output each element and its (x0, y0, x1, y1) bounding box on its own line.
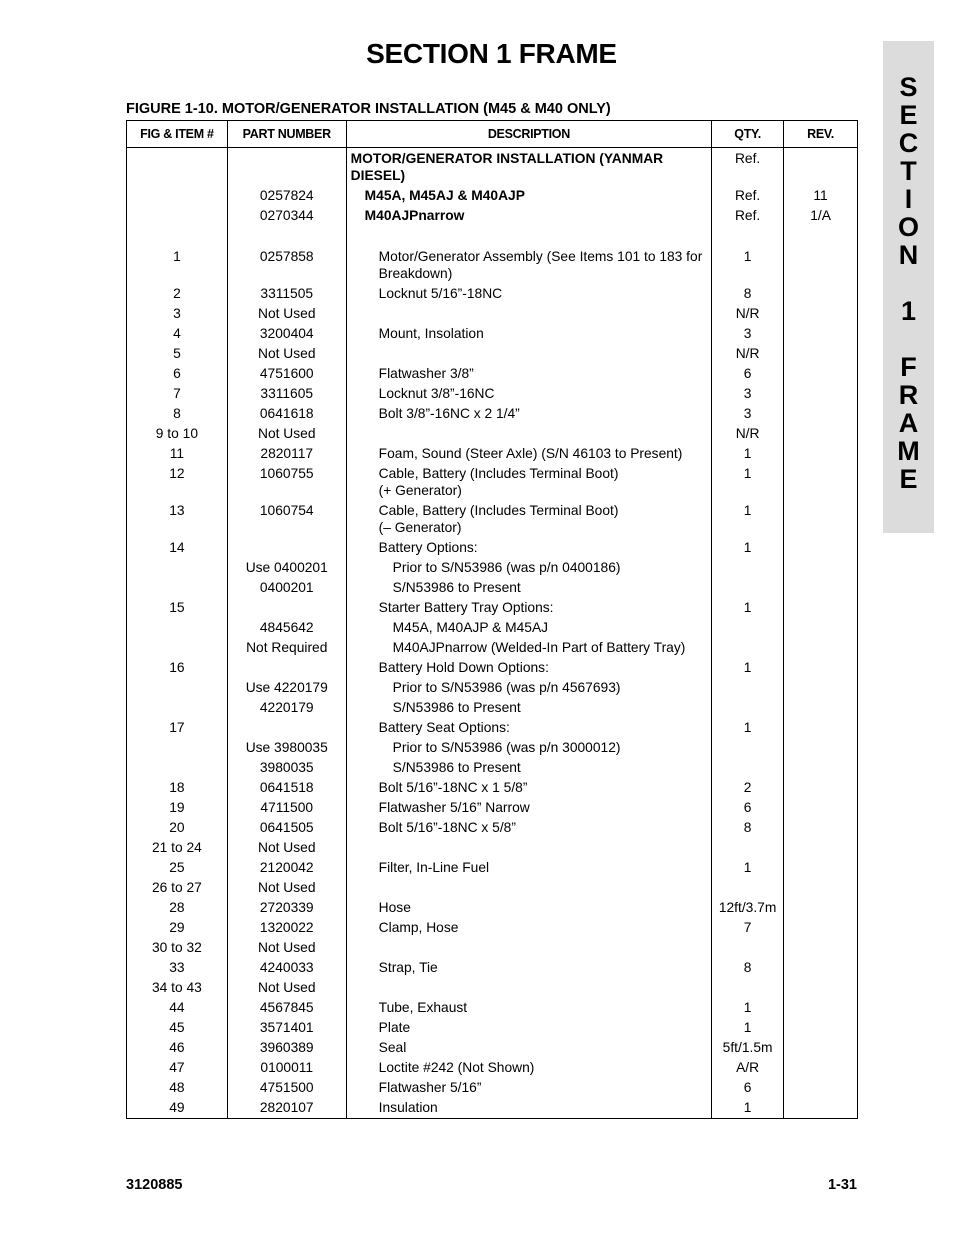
part-number-cell: Not Used (227, 978, 346, 998)
qty-cell: 6 (712, 364, 784, 384)
description-cell: S/N53986 to Present (346, 698, 711, 718)
table-row (127, 758, 858, 778)
rev-cell (784, 1018, 858, 1038)
header-qty: QTY. (712, 121, 784, 148)
qty-cell (712, 758, 784, 778)
fig-item-cell: 17 (127, 718, 228, 738)
part-number-cell: Not Used (227, 838, 346, 858)
qty-cell: 6 (712, 1078, 784, 1098)
description-cell: Locknut 3/8”-16NC (346, 384, 711, 404)
table-row (127, 206, 858, 226)
table-row (127, 838, 858, 858)
part-number-cell: 1320022 (227, 918, 346, 938)
table-row (127, 938, 858, 958)
description-cell: Battery Hold Down Options: (346, 658, 711, 678)
part-number-cell: 0641618 (227, 404, 346, 424)
fig-item-cell: 1 (127, 226, 228, 284)
fig-item-cell: 14 (127, 538, 228, 558)
fig-item-cell: 16 (127, 658, 228, 678)
description-cell: Cable, Battery (Includes Terminal Boot) (+ Generator) (346, 464, 711, 501)
table-row (127, 678, 858, 698)
table-row (127, 424, 858, 444)
rev-cell (784, 1038, 858, 1058)
description-cell: Flatwasher 5/16” (346, 1078, 711, 1098)
qty-cell: 3 (712, 384, 784, 404)
table-row (127, 186, 858, 206)
part-number-cell (227, 718, 346, 738)
rev-cell (784, 148, 858, 187)
qty-cell: 1 (712, 1098, 784, 1119)
part-number-cell: 3200404 (227, 324, 346, 344)
qty-cell: 1 (712, 858, 784, 878)
table-row (127, 778, 858, 798)
rev-cell (784, 538, 858, 558)
qty-cell: N/R (712, 344, 784, 364)
fig-item-cell: 34 to 43 (127, 978, 228, 998)
qty-cell: 3 (712, 404, 784, 424)
fig-item-cell: 25 (127, 858, 228, 878)
fig-item-cell: 15 (127, 598, 228, 618)
rev-cell (784, 758, 858, 778)
rev-cell (784, 444, 858, 464)
side-tab-letter (883, 325, 934, 353)
qty-cell (712, 738, 784, 758)
part-number-cell: Not Used (227, 304, 346, 324)
part-number-cell (227, 658, 346, 678)
section-side-tab (883, 41, 934, 533)
header-part-number: PART NUMBER (227, 121, 346, 148)
table-row (127, 1078, 858, 1098)
fig-item-cell: 26 to 27 (127, 878, 228, 898)
table-row (127, 384, 858, 404)
description-cell: Foam, Sound (Steer Axle) (S/N 46103 to Present) (346, 444, 711, 464)
fig-item-cell (127, 618, 228, 638)
fig-item-cell (127, 698, 228, 718)
table-row (127, 818, 858, 838)
part-number-cell: 2820107 (227, 1098, 346, 1119)
part-number-cell: 3311605 (227, 384, 346, 404)
part-number-cell (227, 148, 346, 187)
fig-item-cell: 29 (127, 918, 228, 938)
description-cell: Clamp, Hose (346, 918, 711, 938)
fig-item-cell: 47 (127, 1058, 228, 1078)
description-cell: Insulation (346, 1098, 711, 1119)
fig-item-cell (127, 678, 228, 698)
part-number-cell: Not Used (227, 424, 346, 444)
table-row (127, 364, 858, 384)
fig-item-cell: 7 (127, 384, 228, 404)
table-row (127, 738, 858, 758)
description-cell: Seal (346, 1038, 711, 1058)
part-number-cell: 1060754 (227, 501, 346, 538)
qty-cell: 1 (712, 444, 784, 464)
table-row (127, 978, 858, 998)
fig-item-cell: 44 (127, 998, 228, 1018)
table-row (127, 698, 858, 718)
table-row (127, 148, 858, 187)
part-number-cell: 0257824 (227, 186, 346, 206)
qty-cell (712, 638, 784, 658)
description-cell: Flatwasher 3/8” (346, 364, 711, 384)
fig-item-cell: 28 (127, 898, 228, 918)
part-number-cell (227, 598, 346, 618)
rev-cell (784, 938, 858, 958)
part-number-cell: 2120042 (227, 858, 346, 878)
part-number-cell: 0641518 (227, 778, 346, 798)
part-number-cell: Use 0400201 (227, 558, 346, 578)
table-row (127, 226, 858, 284)
rev-cell (784, 678, 858, 698)
qty-cell: 1 (712, 598, 784, 618)
description-cell: Mount, Insolation (346, 324, 711, 344)
rev-cell (784, 578, 858, 598)
part-number-cell: 4711500 (227, 798, 346, 818)
qty-cell: 1 (712, 226, 784, 284)
description-cell: Locknut 5/16”-18NC (346, 284, 711, 304)
part-number-cell: 4845642 (227, 618, 346, 638)
fig-item-cell: 3 (127, 304, 228, 324)
table-row (127, 1038, 858, 1058)
rev-cell (784, 364, 858, 384)
qty-cell: 8 (712, 818, 784, 838)
table-row (127, 304, 858, 324)
description-cell: Battery Seat Options: (346, 718, 711, 738)
qty-cell: 1 (712, 998, 784, 1018)
rev-cell (784, 226, 858, 284)
rev-cell (784, 818, 858, 838)
description-cell (346, 878, 711, 898)
qty-cell: 8 (712, 958, 784, 978)
qty-cell: A/R (712, 1058, 784, 1078)
side-tab-letters (883, 73, 934, 493)
rev-cell (784, 898, 858, 918)
rev-cell (784, 284, 858, 304)
table-row (127, 344, 858, 364)
part-number-cell: 1060755 (227, 464, 346, 501)
side-tab-letter (883, 269, 934, 297)
side-tab-letter: N (898, 240, 919, 270)
rev-cell (784, 464, 858, 501)
description-cell: Bolt 5/16”-18NC x 1 5/8” (346, 778, 711, 798)
description-cell: M45A, M45AJ & M40AJP (346, 186, 711, 206)
fig-item-cell: 5 (127, 344, 228, 364)
side-tab-letter: F (900, 352, 917, 382)
rev-cell: 11 (784, 186, 858, 206)
rev-cell (784, 304, 858, 324)
table-row (127, 324, 858, 344)
qty-cell (712, 678, 784, 698)
part-number-cell: 0100011 (227, 1058, 346, 1078)
part-number-cell: 0257858 (227, 226, 346, 284)
fig-item-cell: 12 (127, 464, 228, 501)
rev-cell (784, 978, 858, 998)
part-number-cell: 3311505 (227, 284, 346, 304)
rev-cell (784, 718, 858, 738)
table-row (127, 1058, 858, 1078)
rev-cell (784, 958, 858, 978)
table-row (127, 1098, 858, 1119)
rev-cell (784, 501, 858, 538)
description-cell: S/N53986 to Present (346, 758, 711, 778)
side-tab-letter: S (899, 72, 918, 102)
fig-item-cell: 46 (127, 1038, 228, 1058)
table-row (127, 558, 858, 578)
part-number-cell (227, 538, 346, 558)
fig-item-cell (127, 206, 228, 226)
part-number-cell: 2820117 (227, 444, 346, 464)
qty-cell: 3 (712, 324, 784, 344)
qty-cell (712, 558, 784, 578)
table-row (127, 538, 858, 558)
rev-cell (784, 998, 858, 1018)
fig-item-cell: 19 (127, 798, 228, 818)
part-number-cell: Not Used (227, 938, 346, 958)
qty-cell: N/R (712, 304, 784, 324)
side-tab-letter: I (904, 184, 913, 214)
description-cell: Bolt 5/16”-18NC x 5/8” (346, 818, 711, 838)
description-cell: Tube, Exhaust (346, 998, 711, 1018)
description-cell: M45A, M40AJP & M45AJ (346, 618, 711, 638)
description-cell: MOTOR/GENERATOR INSTALLATION (YANMAR DIESEL) (346, 148, 711, 187)
rev-cell (784, 1078, 858, 1098)
description-cell: Flatwasher 5/16” Narrow (346, 798, 711, 818)
table-row (127, 464, 858, 501)
document-number: 3120885 (126, 1177, 183, 1193)
table-row (127, 918, 858, 938)
table-row (127, 578, 858, 598)
part-number-cell: Not Required (227, 638, 346, 658)
qty-cell: 1 (712, 658, 784, 678)
table-row (127, 878, 858, 898)
part-number-cell: Not Used (227, 344, 346, 364)
header-fig-item: FIG & ITEM # (127, 121, 228, 148)
table-header-row (127, 121, 858, 148)
parts-table (126, 120, 858, 1119)
part-number-cell: Not Used (227, 878, 346, 898)
description-cell: Hose (346, 898, 711, 918)
part-number-cell: 4220179 (227, 698, 346, 718)
table-row (127, 898, 858, 918)
part-number-cell: Use 4220179 (227, 678, 346, 698)
qty-cell: Ref. (712, 186, 784, 206)
table-row (127, 638, 858, 658)
description-cell (346, 304, 711, 324)
table-row (127, 284, 858, 304)
rev-cell (784, 424, 858, 444)
fig-item-cell: 9 to 10 (127, 424, 228, 444)
qty-cell (712, 578, 784, 598)
description-cell: Loctite #242 (Not Shown) (346, 1058, 711, 1078)
table-row (127, 404, 858, 424)
table-row (127, 598, 858, 618)
side-tab-letter: 1 (900, 296, 917, 326)
fig-item-cell (127, 758, 228, 778)
part-number-cell: Use 3980035 (227, 738, 346, 758)
description-cell (346, 938, 711, 958)
description-cell (346, 344, 711, 364)
side-tab-letter: T (900, 156, 917, 186)
part-number-cell: 0270344 (227, 206, 346, 226)
fig-item-cell: 45 (127, 1018, 228, 1038)
rev-cell (784, 698, 858, 718)
description-cell: Filter, In-Line Fuel (346, 858, 711, 878)
table-row (127, 658, 858, 678)
fig-item-cell: 30 to 32 (127, 938, 228, 958)
fig-item-cell: 21 to 24 (127, 838, 228, 858)
rev-cell (784, 344, 858, 364)
qty-cell (712, 838, 784, 858)
qty-cell: Ref. (712, 148, 784, 187)
qty-cell: 12ft/3.7m (712, 898, 784, 918)
fig-item-cell: 18 (127, 778, 228, 798)
fig-item-cell: 33 (127, 958, 228, 978)
qty-cell (712, 878, 784, 898)
table-row (127, 958, 858, 978)
rev-cell (784, 838, 858, 858)
description-cell: M40AJPnarrow (Welded-In Part of Battery Tray) (346, 638, 711, 658)
table-row (127, 444, 858, 464)
qty-cell: 8 (712, 284, 784, 304)
table-row (127, 718, 858, 738)
rev-cell (784, 1098, 858, 1119)
header-rev: REV. (784, 121, 858, 148)
part-number-cell: 4240033 (227, 958, 346, 978)
rev-cell (784, 384, 858, 404)
fig-item-cell (127, 558, 228, 578)
rev-cell (784, 404, 858, 424)
rev-cell (784, 638, 858, 658)
description-cell: Motor/Generator Assembly (See Items 101 to 183 for Breakdown) (346, 226, 711, 284)
description-cell: Starter Battery Tray Options: (346, 598, 711, 618)
part-number-cell: 4751500 (227, 1078, 346, 1098)
qty-cell: 1 (712, 464, 784, 501)
qty-cell: Ref. (712, 206, 784, 226)
qty-cell: 2 (712, 778, 784, 798)
part-number-cell: 4567845 (227, 998, 346, 1018)
part-number-cell: 4751600 (227, 364, 346, 384)
side-tab-letter: E (899, 100, 918, 130)
side-tab-letter: A (898, 408, 919, 438)
side-tab-letter: R (898, 380, 919, 410)
part-number-cell: 3980035 (227, 758, 346, 778)
description-cell: Cable, Battery (Includes Terminal Boot) (– Generator) (346, 501, 711, 538)
rev-cell (784, 658, 858, 678)
fig-item-cell (127, 738, 228, 758)
description-cell: M40AJPnarrow (346, 206, 711, 226)
rev-cell (784, 324, 858, 344)
description-cell: Plate (346, 1018, 711, 1038)
page-number: 1-31 (827, 1177, 857, 1193)
qty-cell: 7 (712, 918, 784, 938)
part-number-cell: 3571401 (227, 1018, 346, 1038)
rev-cell (784, 1058, 858, 1078)
qty-cell (712, 698, 784, 718)
page-title: SECTION 1 FRAME (366, 38, 617, 69)
table-row (127, 998, 858, 1018)
side-tab-letter: O (897, 212, 919, 242)
qty-cell (712, 618, 784, 638)
part-number-cell: 0400201 (227, 578, 346, 598)
qty-cell: 1 (712, 718, 784, 738)
fig-item-cell: 11 (127, 444, 228, 464)
fig-item-cell: 6 (127, 364, 228, 384)
description-cell: Prior to S/N53986 (was p/n 4567693) (346, 678, 711, 698)
description-cell (346, 424, 711, 444)
qty-cell (712, 938, 784, 958)
fig-item-cell (127, 578, 228, 598)
description-cell (346, 838, 711, 858)
rev-cell: 1/A (784, 206, 858, 226)
description-cell: Battery Options: (346, 538, 711, 558)
fig-item-cell: 4 (127, 324, 228, 344)
side-tab-letter: M (897, 436, 920, 466)
rev-cell (784, 598, 858, 618)
table-row (127, 798, 858, 818)
rev-cell (784, 618, 858, 638)
side-tab-letter: C (898, 128, 919, 158)
part-number-cell: 3960389 (227, 1038, 346, 1058)
fig-item-cell (127, 638, 228, 658)
rev-cell (784, 918, 858, 938)
fig-item-cell: 8 (127, 404, 228, 424)
rev-cell (784, 738, 858, 758)
fig-item-cell: 2 (127, 284, 228, 304)
table-row (127, 501, 858, 538)
fig-item-cell: 49 (127, 1098, 228, 1119)
description-cell: Strap, Tie (346, 958, 711, 978)
qty-cell: N/R (712, 424, 784, 444)
table-row (127, 1018, 858, 1038)
fig-item-cell: 48 (127, 1078, 228, 1098)
qty-cell: 1 (712, 538, 784, 558)
fig-item-cell: 20 (127, 818, 228, 838)
qty-cell: 1 (712, 501, 784, 538)
figure-caption: FIGURE 1-10. MOTOR/GENERATOR INSTALLATION (M45 & M40 ONLY) (126, 101, 611, 117)
qty-cell: 5ft/1.5m (712, 1038, 784, 1058)
parts-table-body (127, 148, 858, 1119)
qty-cell: 1 (712, 1018, 784, 1038)
fig-item-cell (127, 148, 228, 187)
fig-item-cell: 13 (127, 501, 228, 538)
qty-cell (712, 978, 784, 998)
rev-cell (784, 858, 858, 878)
fig-item-cell (127, 186, 228, 206)
rev-cell (784, 798, 858, 818)
description-cell: Bolt 3/8”-16NC x 2 1/4” (346, 404, 711, 424)
rev-cell (784, 878, 858, 898)
description-cell: Prior to S/N53986 (was p/n 3000012) (346, 738, 711, 758)
side-tab-letter: E (899, 464, 918, 494)
table-row (127, 858, 858, 878)
table-row (127, 618, 858, 638)
description-cell: S/N53986 to Present (346, 578, 711, 598)
rev-cell (784, 778, 858, 798)
part-number-cell: 0641505 (227, 818, 346, 838)
rev-cell (784, 558, 858, 578)
description-cell: Prior to S/N53986 (was p/n 0400186) (346, 558, 711, 578)
description-cell (346, 978, 711, 998)
qty-cell: 6 (712, 798, 784, 818)
header-description: DESCRIPTION (346, 121, 711, 148)
part-number-cell: 2720339 (227, 898, 346, 918)
